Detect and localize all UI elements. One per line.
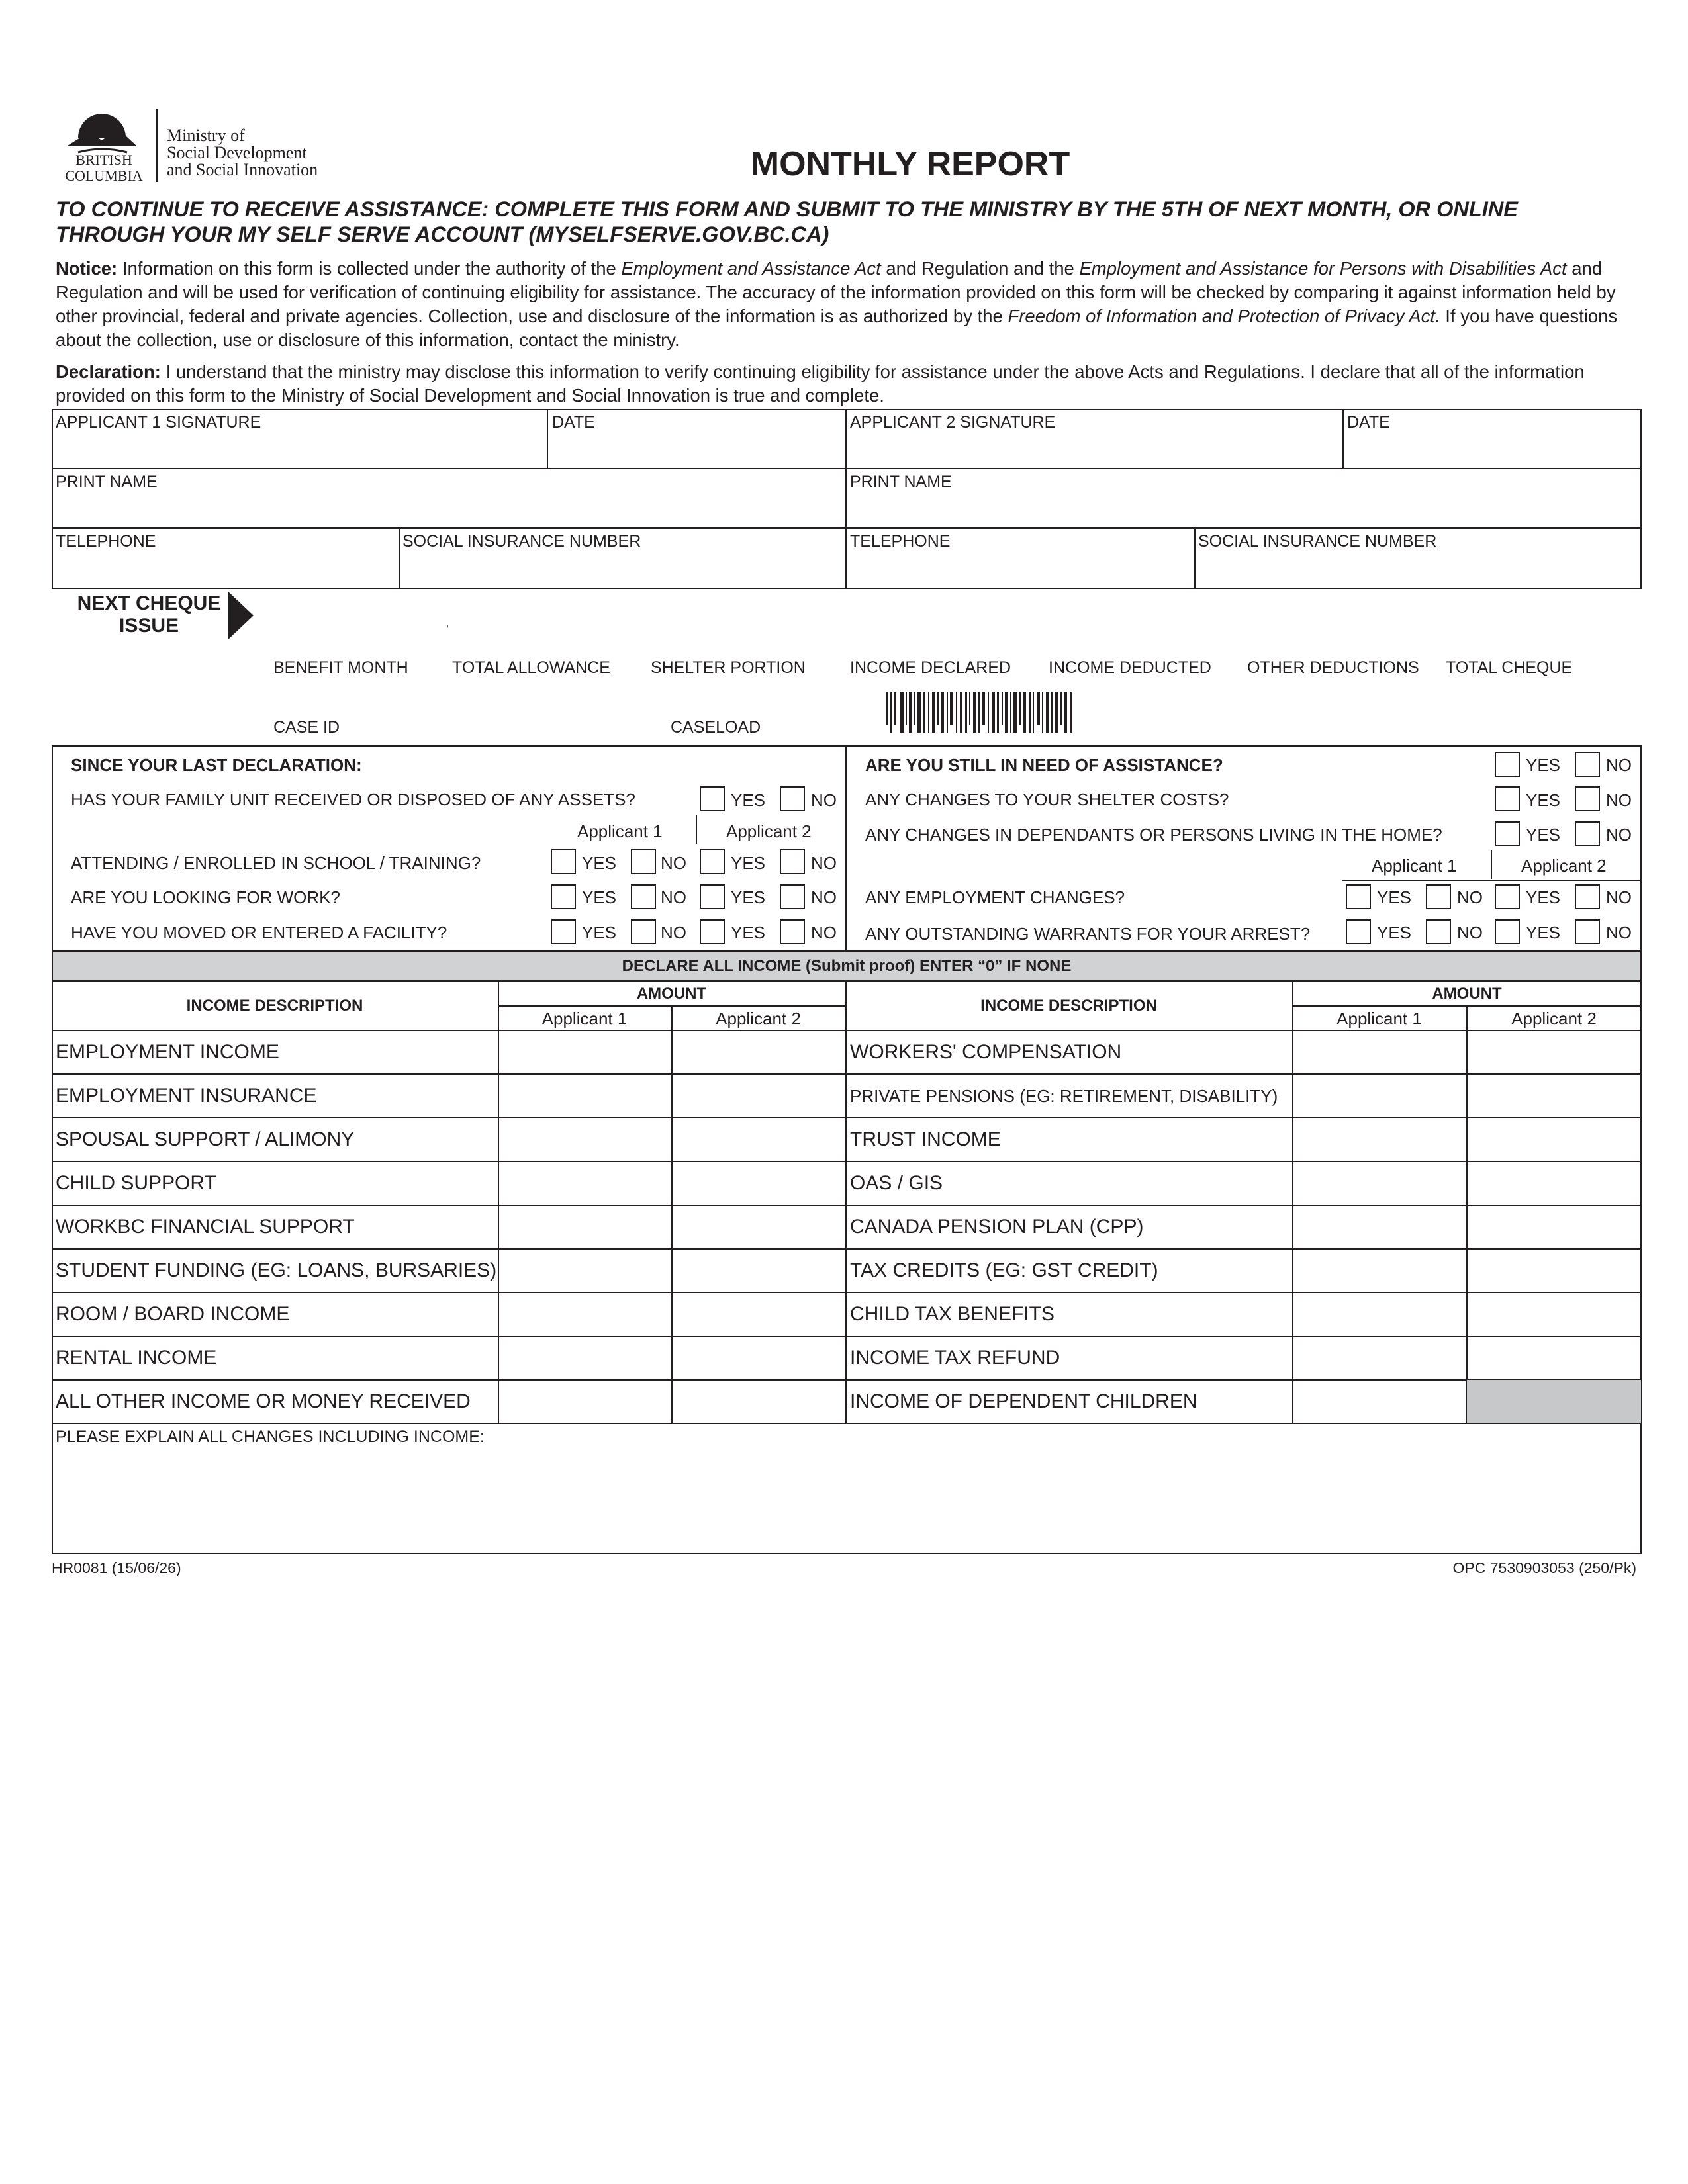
income-row-label: WORKERS' COMPENSATION (850, 1041, 1122, 1063)
assets-no-label: NO (811, 790, 837, 810)
work-a2-no-checkbox[interactable] (780, 884, 805, 909)
employment-a2-no-checkbox[interactable] (1575, 884, 1600, 909)
r-applicant2-heading: Applicant 2 (1521, 856, 1607, 876)
right-a2-header: Applicant 2 (1511, 1009, 1597, 1028)
school-a2-yes-label: YES (731, 853, 766, 873)
assets-no-checkbox[interactable] (780, 786, 805, 811)
school-a1-no-label: NO (661, 853, 686, 873)
next-cheque-line1: NEXT CHEQUE (77, 592, 221, 614)
declaration-label: Declaration: (56, 361, 161, 382)
col-benefit-month: BENEFIT MONTH (273, 659, 408, 677)
employment-a1-yes-label: YES (1377, 887, 1412, 907)
income-row-label: CHILD TAX BENEFITS (850, 1303, 1055, 1325)
income-row-label: INCOME OF DEPENDENT CHILDREN (850, 1390, 1197, 1412)
warrants-a2-no-label: NO (1606, 923, 1632, 942)
explain-changes-field[interactable]: PLEASE EXPLAIN ALL CHANGES INCLUDING INCOME: (56, 1428, 485, 1446)
school-a2-no-label: NO (811, 853, 837, 873)
income-row-label: EMPLOYMENT INSURANCE (56, 1085, 317, 1107)
q-employment: ANY EMPLOYMENT CHANGES? (865, 887, 1125, 907)
school-a1-yes-checkbox[interactable] (551, 849, 576, 874)
notice-label: Notice: (56, 258, 118, 279)
need-no-label: NO (1606, 755, 1632, 775)
date1-field[interactable]: DATE (552, 413, 595, 432)
col-other-deductions: OTHER DEDUCTIONS (1247, 659, 1419, 677)
warrants-a2-no-checkbox[interactable] (1575, 919, 1600, 944)
employment-a2-no-label: NO (1606, 887, 1632, 907)
income-row-label: TRUST INCOME (850, 1128, 1001, 1150)
subtitle-line1: TO CONTINUE TO RECEIVE ASSISTANCE: COMPLETE THIS FORM AND SUBMIT TO THE MINISTRY BY THE 5TH OF NEXT MONTH, OR ONLINE (56, 197, 1518, 221)
applicant1-signature-field[interactable]: APPLICANT 1 SIGNATURE (56, 413, 261, 432)
notice-text4: If you have questions about the collection, use or disclosure of this information, contact the ministry. (56, 306, 1618, 350)
notice-text1: Information on this form is collected under the authority of the (122, 258, 616, 279)
case-id-label: CASE ID (273, 718, 340, 737)
signature-block (52, 409, 1642, 589)
moved-a1-no-label: NO (661, 923, 686, 942)
warrants-a2-yes-label: YES (1526, 923, 1561, 942)
work-a1-yes-label: YES (582, 887, 617, 907)
work-a1-yes-checkbox[interactable] (551, 884, 576, 909)
shelter-yes-label: YES (1526, 790, 1561, 810)
moved-a2-no-checkbox[interactable] (780, 919, 805, 944)
shelter-no-label: NO (1606, 790, 1632, 810)
telephone1-field[interactable]: TELEPHONE (56, 532, 156, 551)
shaded-cell (1467, 1380, 1641, 1423)
arrow-right-icon (228, 592, 255, 639)
moved-a2-yes-label: YES (731, 923, 766, 942)
school-a2-no-checkbox[interactable] (780, 849, 805, 874)
caseload-label: CASELOAD (671, 718, 761, 737)
print-name1-field[interactable]: PRINT NAME (56, 473, 158, 491)
employment-a2-yes-checkbox[interactable] (1495, 884, 1520, 909)
income-row-label: INCOME TAX REFUND (850, 1347, 1060, 1369)
print-name2-field[interactable]: PRINT NAME (850, 473, 952, 491)
warrants-a1-yes-label: YES (1377, 923, 1412, 942)
employment-a1-no-checkbox[interactable] (1426, 884, 1451, 909)
income-row-label: STUDENT FUNDING (EG: LOANS, BURSARIES) (56, 1259, 497, 1281)
warrants-a1-no-label: NO (1457, 923, 1483, 942)
q-assets: HAS YOUR FAMILY UNIT RECEIVED OR DISPOSED OF ANY ASSETS? (71, 790, 635, 809)
need-no-checkbox[interactable] (1575, 752, 1600, 777)
questions-section (52, 745, 1642, 952)
q-moved: HAVE YOU MOVED OR ENTERED A FACILITY? (71, 923, 447, 942)
right-amount-header: AMOUNT (1432, 985, 1502, 1003)
employment-a1-yes-checkbox[interactable] (1346, 884, 1371, 909)
income-row-label: CANADA PENSION PLAN (CPP) (850, 1216, 1144, 1238)
warrants-a1-yes-checkbox[interactable] (1346, 919, 1371, 944)
col-total-cheque: TOTAL CHEQUE (1446, 659, 1573, 677)
opc-code: OPC 7530903053 (250/Pk) (1452, 1559, 1636, 1576)
income-row-label: PRIVATE PENSIONS (EG: RETIREMENT, DISABILITY) (850, 1086, 1278, 1106)
left-desc-header: INCOME DESCRIPTION (186, 997, 363, 1015)
income-row-label: CHILD SUPPORT (56, 1172, 216, 1194)
moved-a2-no-label: NO (811, 923, 837, 942)
dependants-no-label: NO (1606, 825, 1632, 844)
col-income-declared: INCOME DECLARED (850, 659, 1011, 677)
moved-a1-no-checkbox[interactable] (631, 919, 656, 944)
subtitle-line2: THROUGH YOUR MY SELF SERVE ACCOUNT (MYSELFSERVE.GOV.BC.CA) (56, 222, 829, 246)
right-a1-header: Applicant 1 (1336, 1009, 1422, 1028)
moved-a1-yes-checkbox[interactable] (551, 919, 576, 944)
declaration-paragraph (56, 360, 1638, 408)
left-amount-header: AMOUNT (636, 985, 707, 1003)
work-a2-yes-label: YES (731, 887, 766, 907)
school-a1-yes-label: YES (582, 853, 617, 873)
shelter-no-checkbox[interactable] (1575, 786, 1600, 811)
assets-yes-label: YES (731, 790, 766, 810)
form-code: HR0081 (15/06/26) (52, 1559, 181, 1576)
notice-act1: Employment and Assistance Act (621, 258, 881, 279)
work-a1-no-checkbox[interactable] (631, 884, 656, 909)
since-heading: SINCE YOUR LAST DECLARATION: (71, 755, 362, 775)
income-row-label: EMPLOYMENT INCOME (56, 1041, 279, 1063)
q-school: ATTENDING / ENROLLED IN SCHOOL / TRAINING? (71, 853, 481, 873)
notice-paragraph (56, 257, 1638, 352)
ministry-line2: Social Development (167, 143, 307, 162)
dependants-yes-checkbox[interactable] (1495, 821, 1520, 846)
page-title: MONTHLY REPORT (750, 145, 1070, 183)
warrants-a1-no-checkbox[interactable] (1426, 919, 1451, 944)
logo-british: BRITISH (75, 152, 132, 168)
work-a2-yes-checkbox[interactable] (700, 884, 725, 909)
income-row-label: OAS / GIS (850, 1172, 943, 1194)
telephone2-field[interactable]: TELEPHONE (850, 532, 951, 551)
need-heading: ARE YOU STILL IN NEED OF ASSISTANCE? (865, 755, 1223, 775)
logo-columbia: COLUMBIA (65, 167, 143, 184)
income-row-label: TAX CREDITS (EG: GST CREDIT) (850, 1259, 1158, 1281)
notice-act3: Freedom of Information and Protection of Privacy Act. (1008, 306, 1440, 326)
moved-a1-yes-label: YES (582, 923, 617, 942)
q-applicant2-heading: Applicant 2 (726, 821, 812, 841)
dependants-no-checkbox[interactable] (1575, 821, 1600, 846)
declaration-text: I understand that the ministry may disclose this information to verify continuing eligibility for assistance under the above Acts and Regulations. I declare that all of the information provided on this form to the Ministry of Social Development and Social Innovation is true and complete. (56, 361, 1585, 406)
work-a1-no-label: NO (661, 887, 686, 907)
q-applicant1-heading: Applicant 1 (577, 821, 663, 841)
col-total-allowance: TOTAL ALLOWANCE (452, 659, 610, 677)
school-a2-yes-checkbox[interactable] (700, 849, 725, 874)
warrants-a2-yes-checkbox[interactable] (1495, 919, 1520, 944)
employment-a1-no-label: NO (1457, 887, 1483, 907)
ministry-line3: and Social Innovation (167, 160, 318, 179)
work-a2-no-label: NO (811, 887, 837, 907)
income-row-label: WORKBC FINANCIAL SUPPORT (56, 1216, 355, 1238)
applicant2-signature-field[interactable]: APPLICANT 2 SIGNATURE (850, 413, 1056, 432)
income-banner-text: DECLARE ALL INCOME (Submit proof) ENTER “0” IF NONE (622, 957, 1072, 975)
notice-text2: and Regulation and the (886, 258, 1074, 279)
r-applicant1-heading: Applicant 1 (1372, 856, 1457, 876)
employment-a2-yes-label: YES (1526, 887, 1561, 907)
q-shelter: ANY CHANGES TO YOUR SHELTER COSTS? (865, 790, 1229, 809)
shelter-yes-checkbox[interactable] (1495, 786, 1520, 811)
income-row-label: RENTAL INCOME (56, 1347, 217, 1369)
sin2-field[interactable]: SOCIAL INSURANCE NUMBER (1198, 532, 1437, 551)
next-cheque-line2: ISSUE (118, 615, 179, 637)
income-row-label: SPOUSAL SUPPORT / ALIMONY (56, 1128, 355, 1150)
sin1-field[interactable]: SOCIAL INSURANCE NUMBER (402, 532, 641, 551)
date2-field[interactable]: DATE (1347, 413, 1390, 432)
next-cheque-label (73, 592, 225, 637)
income-row-label: ALL OTHER INCOME OR MONEY RECEIVED (56, 1390, 471, 1412)
ministry-line1: Ministry of (167, 126, 245, 145)
right-desc-header: INCOME DESCRIPTION (980, 997, 1157, 1015)
left-a2-header: Applicant 2 (716, 1009, 801, 1028)
assets-yes-checkbox[interactable] (700, 786, 725, 811)
need-yes-checkbox[interactable] (1495, 752, 1520, 777)
school-a1-no-checkbox[interactable] (631, 849, 656, 874)
moved-a2-yes-checkbox[interactable] (700, 919, 725, 944)
left-a1-header: Applicant 1 (541, 1009, 628, 1028)
notice-act2: Employment and Assistance for Persons with Disabilities Act (1079, 258, 1567, 279)
col-shelter-portion: SHELTER PORTION (651, 659, 806, 677)
income-row-label: ROOM / BOARD INCOME (56, 1303, 290, 1325)
barcode (886, 692, 1074, 733)
notice-text3: and Regulation and will be used for verification of continuing eligibility for assistance. The accuracy of the information provided on this form will be checked by comparing it against information held by other provincial, federal and private agencies. Collection, use and disclosure of the information is as authorized by the (56, 258, 1616, 326)
q-warrants: ANY OUTSTANDING WARRANTS FOR YOUR ARREST? (865, 924, 1311, 944)
need-yes-label: YES (1526, 755, 1561, 775)
dependants-yes-label: YES (1526, 825, 1561, 844)
cheque-tick: ' (446, 623, 449, 637)
col-income-deducted: INCOME DEDUCTED (1049, 659, 1211, 677)
q-work: ARE YOU LOOKING FOR WORK? (71, 887, 340, 907)
q-dependants: ANY CHANGES IN DEPENDANTS OR PERSONS LIVING IN THE HOME? (865, 825, 1442, 844)
